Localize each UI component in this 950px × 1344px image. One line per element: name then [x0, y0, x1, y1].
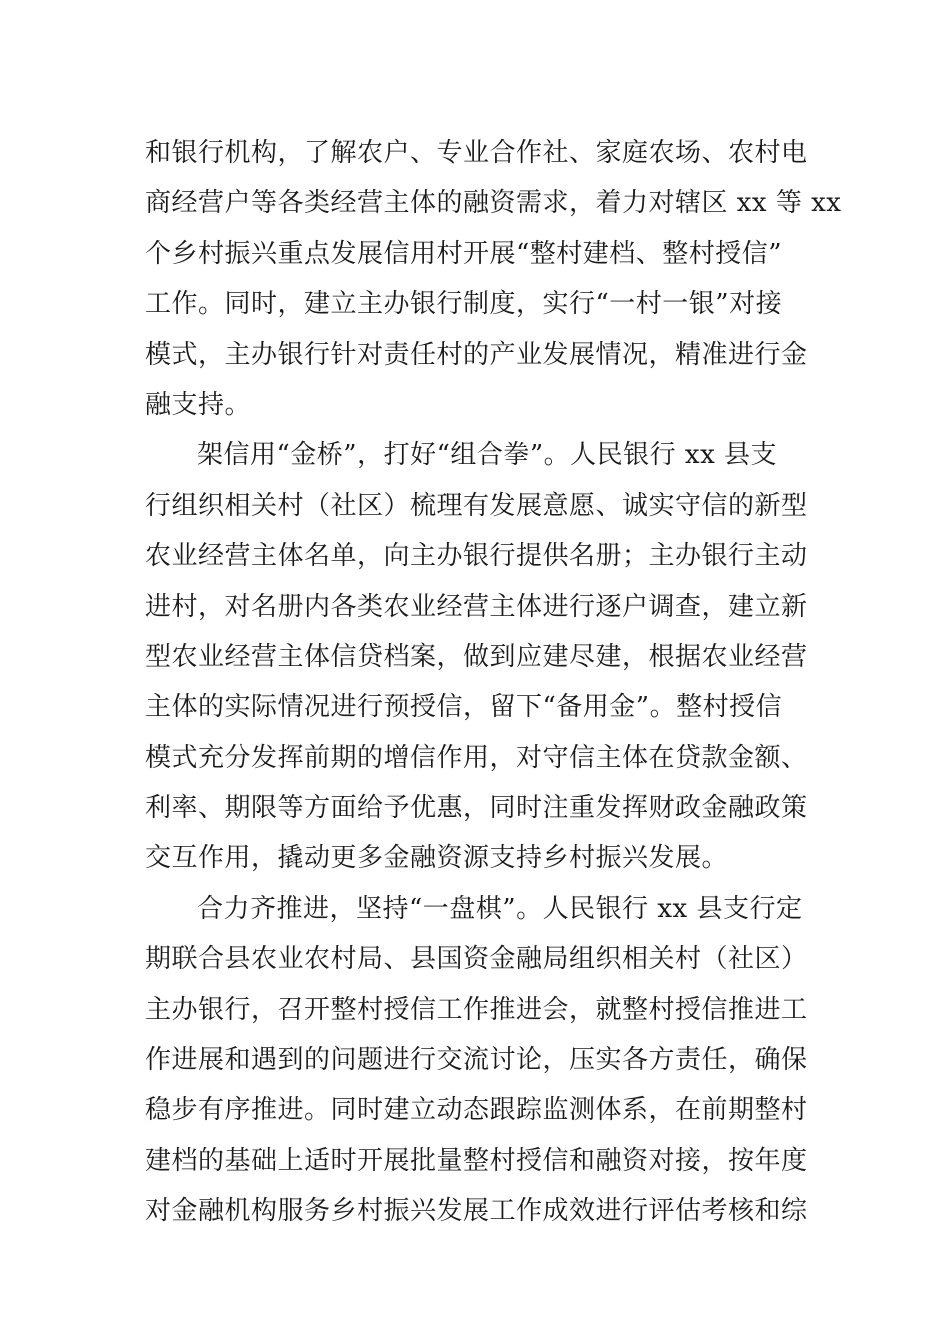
text-line: 融支持。 [145, 389, 252, 420]
paragraph-first-line: 合力齐推进，坚持“一盘棋”。人民银行 xx 县支行定 [197, 893, 803, 924]
text-line: 对金融机构服务乡村振兴发展工作成效进行评估考核和综 [145, 1196, 808, 1227]
text-line: 主体的实际情况进行预授信，留下“备用金”。整村授信 [145, 692, 783, 723]
text-line: 工作。同时，建立主办银行制度，实行“一村一银”对接 [145, 289, 783, 320]
paragraph-first-line: 架信用“金桥”，打好“组合拳”。人民银行 xx 县支 [197, 440, 778, 471]
text-line: 和银行机构，了解农户、专业合作社、家庭农场、农村电 [145, 138, 808, 168]
text-line: 主办银行，召开整村授信工作推进会，就整村授信推进工 [145, 994, 808, 1025]
text-line: 交互作用，撬动更多金融资源支持乡村振兴发展。 [145, 843, 729, 874]
text-line: 作进展和遇到的问题进行交流讨论，压实各方责任，确保 [145, 1045, 808, 1076]
document-body [145, 128, 842, 1237]
text-line: 型农业经营主体信贷档案，做到应建尽建，根据农业经营 [145, 641, 808, 672]
text-line: 进村，对名册内各类农业经营主体进行逐户调查，建立新 [145, 591, 808, 622]
text-line: 稳步有序推进。同时建立动态跟踪监测体系，在前期整村 [145, 1095, 808, 1126]
text-line: 期联合县农业农村局、县国资金融局组织相关村（社区） [145, 944, 808, 975]
text-line: 模式，主办银行针对责任村的产业发展情况，精准进行金 [145, 339, 808, 370]
text-line: 个乡村振兴重点发展信用村开展“整村建档、整村授信” [145, 238, 783, 269]
text-line: 商经营户等各类经营主体的融资需求，着力对辖区 xx 等 xx [145, 188, 842, 219]
text-line: 利率、期限等方面给予优惠，同时注重发挥财政金融政策 [145, 793, 808, 824]
text-line: 行组织相关村（社区）梳理有发展意愿、诚实守信的新型 [145, 490, 808, 521]
text-line: 模式充分发挥前期的增信作用，对守信主体在贷款金额、 [145, 742, 808, 773]
text-line: 农业经营主体名单，向主办银行提供名册；主办银行主动 [145, 541, 808, 572]
text-line: 建档的基础上适时开展批量整村授信和融资对接，按年度 [145, 1145, 808, 1176]
